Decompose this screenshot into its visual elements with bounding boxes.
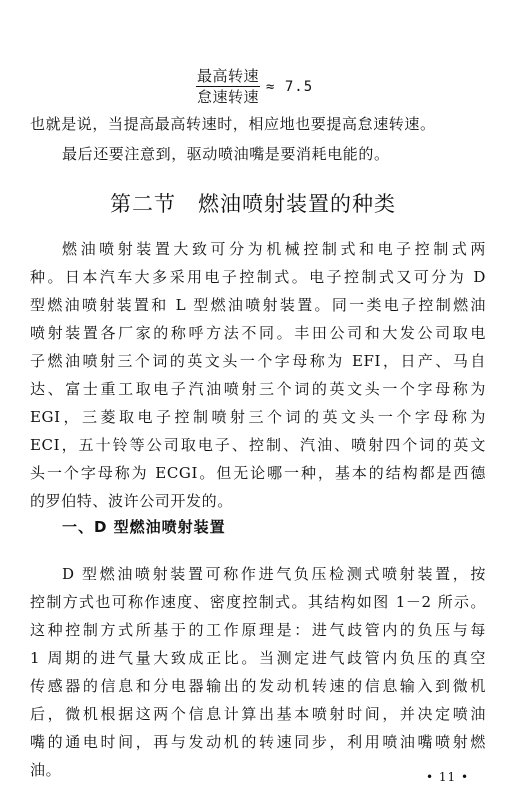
paragraph1-line-6: 达、富士重工取电子汽油喷射三个词的英文头一个字母称为 — [30, 380, 486, 398]
section-title: 第二节 燃油喷射装置的种类 — [110, 192, 396, 216]
paragraph2-line-6: 后，微机根据这两个信息计算出基本喷射时间，并决定喷油 — [30, 705, 486, 723]
paragraph1-line-4: 喷射装置各厂家的称呼方法不同。丰田公司和大发公司取电 — [30, 324, 486, 342]
speed-ratio-formula — [196, 66, 313, 107]
paragraph2-line-7: 嘴的通电时间，再与发动机的转速同步，利用喷油嘴喷射燃 — [30, 733, 486, 751]
paragraph2-line-3: 这种控制方式所基于的工作原理是：进气歧管内的负压与每 — [30, 621, 486, 639]
page-number: • 11 • — [426, 770, 470, 784]
formula-fraction — [196, 66, 260, 107]
paragraph2-line-2: 控制方式也可称作速度、密度控制式。其结构如图 1－2 所示。 — [30, 593, 486, 611]
paragraph1-line-2: 种。日本汽车大多采用电子控制式。电子控制式又可分为 D — [30, 268, 486, 286]
paragraph2-line-1: D 型燃油喷射装置可称作进气负压检测式喷射装置，按 — [62, 565, 486, 583]
paragraph2-line-5: 传感器的信息和分电器输出的发动机转速的信息输入到微机 — [30, 677, 486, 695]
intro-line-2: 最后还要注意到，驱动喷油嘴是要消耗电能的。 — [62, 145, 390, 163]
intro-line-1: 也就是说，当提高最高转速时，相应地也要提高怠速转速。 — [30, 115, 436, 133]
paragraph1-line-8: ECI，五十铃等公司取电子、控制、汽油、喷射四个词的英文 — [30, 436, 486, 454]
paragraph2-line-8: 油。 — [30, 761, 62, 779]
paragraph1-line-7: EGI，三菱取电子控制喷射三个词的英文头一个字母称为 — [30, 408, 486, 426]
paragraph1-line-5: 子燃油喷射三个词的英文头一个字母称为 EFI，日产、马自 — [30, 352, 486, 370]
formula-relation: ≈ 7.5 — [266, 78, 314, 95]
paragraph1-line-3: 型燃油喷射装置和 L 型燃油喷射装置。同一类电子控制燃油 — [30, 296, 486, 314]
formula-denominator: 怠速转速 — [197, 88, 260, 106]
paragraph1-line-10: 的罗伯特、波许公司开发的。 — [30, 492, 233, 510]
paragraph2-line-4: 1 周期的进气量大致成正比。当测定进气歧管内负压的真空 — [30, 649, 486, 667]
paragraph1-line-1: 燃油喷射装置大致可分为机械控制式和电子控制式两 — [62, 240, 486, 258]
formula-numerator: 最高转速 — [197, 67, 260, 85]
subsection-heading: 一、D 型燃油喷射装置 — [62, 518, 226, 536]
paragraph1-line-9: 头一个字母称为 ECGI。但无论哪一种，基本的结构都是西德 — [30, 464, 486, 482]
